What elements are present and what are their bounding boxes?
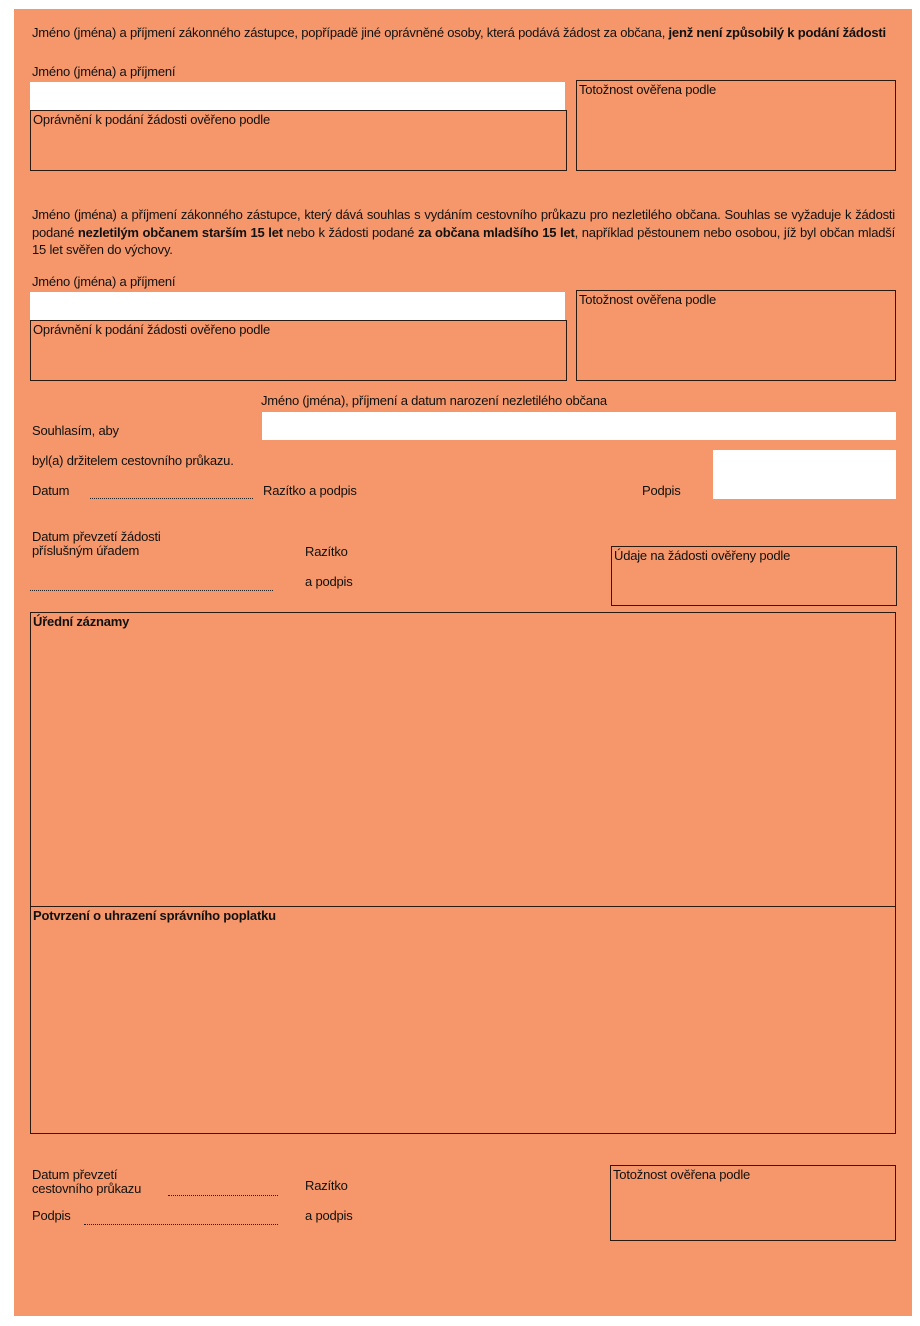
handover-signature-line[interactable]	[84, 1224, 278, 1225]
handover-stamp-label: Razítko	[305, 1178, 348, 1193]
consent-date-label: Datum	[32, 483, 70, 498]
section2-identity-box[interactable]	[576, 290, 896, 381]
section2-authorization-label: Oprávnění k podání žádosti ověřeno podle	[33, 322, 271, 337]
section2-intro-text-2: nebo k žádosti podané	[282, 224, 418, 240]
consent-stamp-label: Razítko a podpis	[263, 483, 357, 498]
section1-authorization-box[interactable]	[30, 110, 567, 171]
consent-agree-label: Souhlasím, aby	[32, 423, 119, 438]
form-sheet	[14, 9, 912, 1316]
handover-identity-label: Totožnost ověřena podle	[613, 1167, 751, 1182]
minor-name-label: Jméno (jména), příjmení a datum narození nezletilého občana	[261, 393, 607, 408]
handover-sign-label: a podpis	[305, 1208, 353, 1223]
section1-identity-label: Totožnost ověřena podle	[579, 82, 717, 97]
acceptance-date-label-line2: příslušným úřadem	[32, 543, 140, 558]
section1-identity-box[interactable]	[576, 80, 896, 171]
handover-date-label	[32, 1168, 141, 1196]
section2-intro	[32, 206, 895, 259]
section2-name-label: Jméno (jména) a příjmení	[32, 274, 176, 289]
section1-name-label: Jméno (jména) a příjmení	[32, 64, 176, 79]
consent-holder-label: byl(a) držitelem cestovního průkazu.	[32, 453, 234, 468]
acceptance-stamp-label: Razítko	[305, 544, 348, 559]
acceptance-date-label-line1: Datum převzetí žádosti	[32, 529, 161, 544]
section1-authorization-label: Oprávnění k podání žádosti ověřeno podle	[33, 112, 271, 127]
section2-identity-label: Totožnost ověřena podle	[579, 292, 717, 307]
minor-name-field[interactable]	[262, 412, 896, 440]
section2-intro-text-3: , například pěstounem nebo osobou, jíž byl občan mladší 15 let svěřen do výchovy.	[32, 224, 896, 257]
section2-intro-bold-2: za občana mladšího 15 let	[417, 224, 575, 240]
fee-confirmation-label: Potvrzení o uhrazení správního poplatku	[33, 908, 276, 923]
handover-date-label-line1: Datum převzetí	[32, 1167, 118, 1182]
section2-name-field[interactable]	[30, 292, 565, 320]
acceptance-date-label	[32, 530, 161, 558]
section1-intro-text: Jméno (jména) a příjmení zákonného zástupce, popřípadě jiné oprávněné osoby, která podává žádost za občana,	[32, 25, 669, 40]
consent-signature-field[interactable]	[713, 450, 896, 499]
acceptance-sign-label: a podpis	[305, 574, 353, 589]
official-records-box[interactable]	[30, 612, 896, 907]
acceptance-verified-label: Údaje na žádosti ověřeny podle	[614, 548, 791, 563]
official-records-label: Úřední záznamy	[33, 614, 130, 629]
consent-signature-label: Podpis	[642, 483, 681, 498]
section1-name-field[interactable]	[30, 82, 565, 110]
fee-confirmation-box[interactable]	[30, 906, 896, 1134]
acceptance-verified-box[interactable]	[611, 546, 897, 606]
handover-signature-label: Podpis	[32, 1208, 71, 1223]
handover-date-label-line2: cestovního průkazu	[32, 1181, 142, 1196]
section1-intro	[32, 24, 895, 42]
handover-date-line[interactable]	[168, 1195, 278, 1196]
acceptance-date-line[interactable]	[30, 590, 273, 591]
section2-intro-text-1: Jméno (jména) a příjmení zákonného zástupce, který dává souhlas s vydáním cestovního průkazu pro nezletilého občana. Souhlas se vyžaduje k žádosti podané	[32, 207, 895, 240]
section1-intro-bold: jenž není způsobilý k podání žádosti	[668, 25, 886, 40]
section2-authorization-box[interactable]	[30, 320, 567, 381]
handover-identity-box[interactable]	[610, 1165, 896, 1241]
section2-intro-bold-1: nezletilým občanem starším 15 let	[77, 224, 283, 240]
consent-date-line[interactable]	[90, 498, 253, 499]
